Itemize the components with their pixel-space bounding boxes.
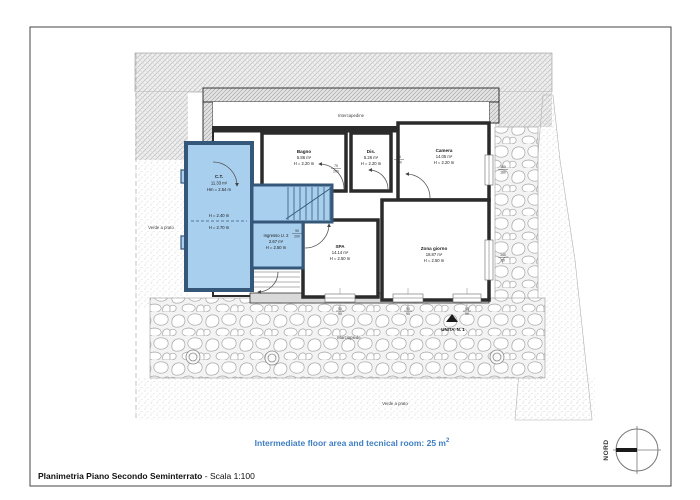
svg-text:90: 90 [406,307,410,311]
svg-text:H = 2.40 m: H = 2.40 m [208,213,230,218]
north-pointer [616,448,637,452]
svg-text:14.05 m²: 14.05 m² [435,154,453,159]
terrain-hatch-top [135,53,552,92]
floor-area-note: Intermediate floor area and tecnical room: 25 $m^2$ [254,438,450,448]
title-name: Planimetria Piano Secondo Seminterrato [38,471,203,481]
room-name: Dis. [366,149,376,154]
svg-text:2.67 m²: 2.67 m² [268,239,284,244]
verde-a-prato-left-label: Verde a prato [148,225,174,230]
grass-left [135,160,188,308]
svg-text:H = 2.20 m: H = 2.20 m [360,161,382,166]
room-dis [351,133,391,191]
room-spa [303,220,378,297]
unita-label: UNITA' N. 1 [441,327,465,332]
svg-text:H = 2.20 m: H = 2.20 m [293,161,315,166]
room-name: SPA [335,244,345,249]
svg-text:200: 200 [333,169,339,174]
building [181,88,508,316]
svg-text:H = 2.70 m: H = 2.70 m [208,225,230,230]
room-ct [186,143,252,290]
svg-text:90: 90 [406,312,410,316]
intercapedine-label: Intercapedine [337,113,365,118]
svg-text:H = 2.50 m: H = 2.50 m [329,256,351,261]
room-camera [398,123,489,200]
outer-wall-right [489,102,499,123]
svg-text:200: 200 [294,234,300,239]
svg-text:H = 2.20 m: H = 2.20 m [433,160,455,165]
nord-label: NORD [603,439,610,461]
svg-text:60: 60 [501,258,505,263]
svg-text:14.14 m²: 14.14 m² [331,250,349,255]
svg-text:H = 2.50 m: H = 2.50 m [423,258,445,263]
svg-text:180: 180 [500,170,506,175]
stone-strip-right [495,127,538,303]
room-name: C.T. [214,174,224,179]
marciapiede-label: Marciapiede [337,335,361,340]
room-name: Ingresso U. 2 [263,233,289,238]
svg-text:5.26 m²: 5.26 m² [363,155,379,160]
svg-text:75: 75 [334,164,338,168]
room-name: Camera [435,148,453,153]
svg-text:11.33 m²: 11.33 m² [210,180,228,186]
svg-text:90: 90 [338,312,342,316]
drawing-title [38,471,255,481]
room-name: Zona giorno [420,246,448,251]
svg-text:75: 75 [397,155,401,159]
room-name: Bagno [296,149,312,154]
svg-text:100: 100 [500,165,506,169]
svg-text:90: 90 [295,229,299,233]
grass-bottom [135,378,595,420]
terrain-hatch-left [135,92,188,160]
svg-text:H = 2.50 m: H = 2.50 m [265,245,287,250]
svg-text:200: 200 [396,160,402,165]
svg-text:90: 90 [465,307,469,311]
svg-text:90: 90 [338,307,342,311]
verde-a-prato-bottom-label: Verde a prato [382,401,408,406]
svg-text:140: 140 [500,253,506,257]
staircase [252,185,332,222]
room-bagno [262,133,346,191]
title-scale: - Scala 1:100 [202,471,255,481]
outer-wall-top [203,88,499,102]
outer-wall-left [203,102,213,143]
svg-text:5.86 m²: 5.86 m² [296,155,312,160]
room-zona-giorno [382,200,489,300]
svg-text:18.87 m²: 18.87 m² [425,252,443,257]
svg-text:Hm = 2.54 m: Hm = 2.54 m [206,187,232,192]
svg-text:90: 90 [465,312,469,316]
